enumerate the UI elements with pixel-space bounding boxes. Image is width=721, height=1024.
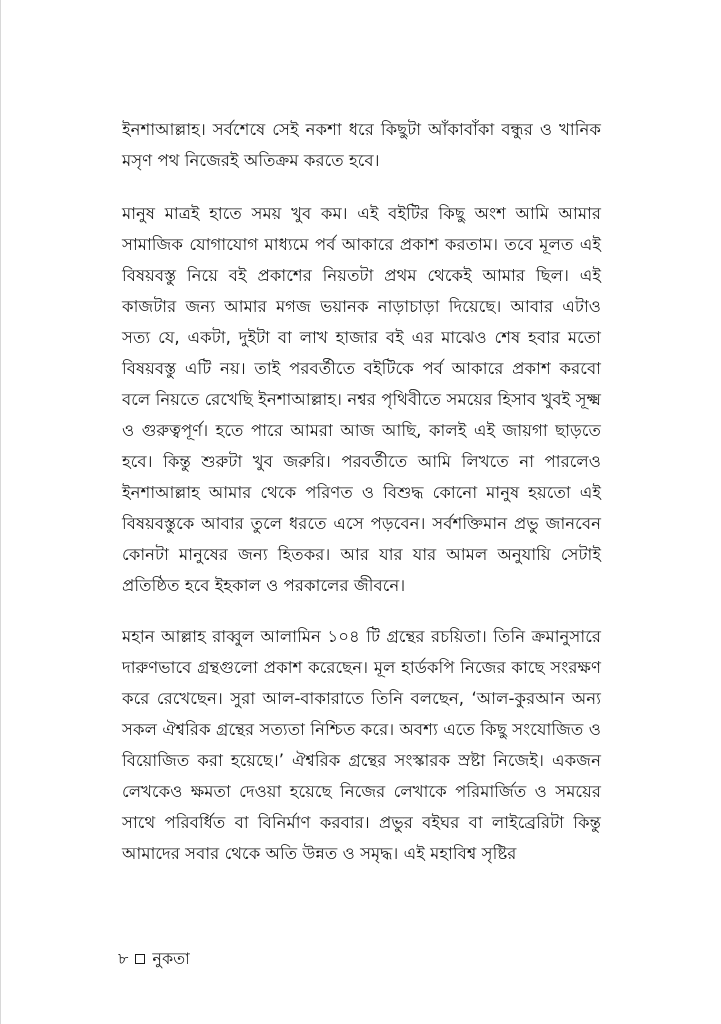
paragraph-3: মহান আল্লাহ রাব্বুল আলামিন ১০৪ টি গ্রন্থের রচয়িতা। তিনি ক্রমানুসারে দারুণভাবে গ্রন্থগুলো প্রকাশ করেছেন। মূল হার্ডকপি নিজের কাছে সংরক্ষণ করে রেখেছেন। সুরা আল-বাকারাতে তিনি বলছেন, ‘আল-কুরআন অন্য সকল ঐশ্বরিক গ্রন্থের সত্যতা নিশ্চিত করে। অবশ্য এতে কিছু সংযোজিত ও বিয়োজিত করা হয়েছে।’ ঐশ্বরিক গ্রন্থের সংস্কারক স্রষ্টা নিজেই। একজন লেখকেও ক্ষমতা দেওয়া হয়েছে নিজের লেখাকে পরিমার্জিত ও সময়ের সাথে পরিবর্ধিত বা বিনির্মাণ করবার। প্রভুর বইঘর বা লাইব্রেরিটা কিন্তু আমাদের সবার থেকে অতি উন্নত ও সমৃদ্ধ। এই মহাবিশ্ব সৃষ্টির	[122, 627, 601, 863]
square-separator-icon	[135, 954, 145, 964]
book-title: নুকতা	[152, 949, 190, 968]
paragraph-1: ইনশাআল্লাহ। সর্বশেষে সেই নকশা ধরে কিছুটা আঁকাবাঁকা বন্ধুর ও খানিক মসৃণ পথ নিজেরই অতিক্রম করতে হবে।	[122, 120, 601, 170]
page-footer	[118, 948, 190, 970]
body-text	[122, 114, 601, 885]
paragraph-2: মানুষ মাত্রই হাতে সময় খুব কম। এই বইটির কিছু অংশ আমি আমার সামাজিক যোগাযোগ মাধ্যমে পর্ব আকারে প্রকাশ করতাম। তবে মূলত এই বিষয়বস্তু নিয়ে বই প্রকাশের নিয়তটা প্রথম থেকেই আমার ছিল। এই কাজটার জন্য আমার মগজ ভয়ানক নাড়াচাড়া দিয়েছে। আবার এটাও সত্য যে, একটা, দুইটা বা লাখ হাজার বই এর মাঝেও শেষ হবার মতো বিষয়বস্তু এটি নয়। তাই পরবর্তীতে বইটিকে পর্ব আকারে প্রকাশ করবো বলে নিয়তে রেখেছি ইনশাআল্লাহ। নশ্বর পৃথিবীতে সময়ের হিসাব খুবই সূক্ষ্ম ও গুরুত্বপূর্ণ। হতে পারে আমরা আজ আছি, কালই এই জায়গা ছাড়তে হবে। কিন্তু শুরুটা খুব জরুরি। পরবর্তীতে আমি লিখতে না পারলেও ইনশাআল্লাহ আমার থেকে পরিণত ও বিশুদ্ধ কোনো মানুষ হয়তো এই বিষয়বস্তুকে আবার তুলে ধরতে এসে পড়বেন। সর্বশক্তিমান প্রভু জানবেন কোনটা মানুষের জন্য হিতকর। আর যার যার আমল অনুযায়ি সেটাই প্রতিষ্ঠিত হবে ইহকাল ও পরকালের জীবনে।	[122, 204, 601, 595]
page-number: ৮	[118, 949, 129, 968]
